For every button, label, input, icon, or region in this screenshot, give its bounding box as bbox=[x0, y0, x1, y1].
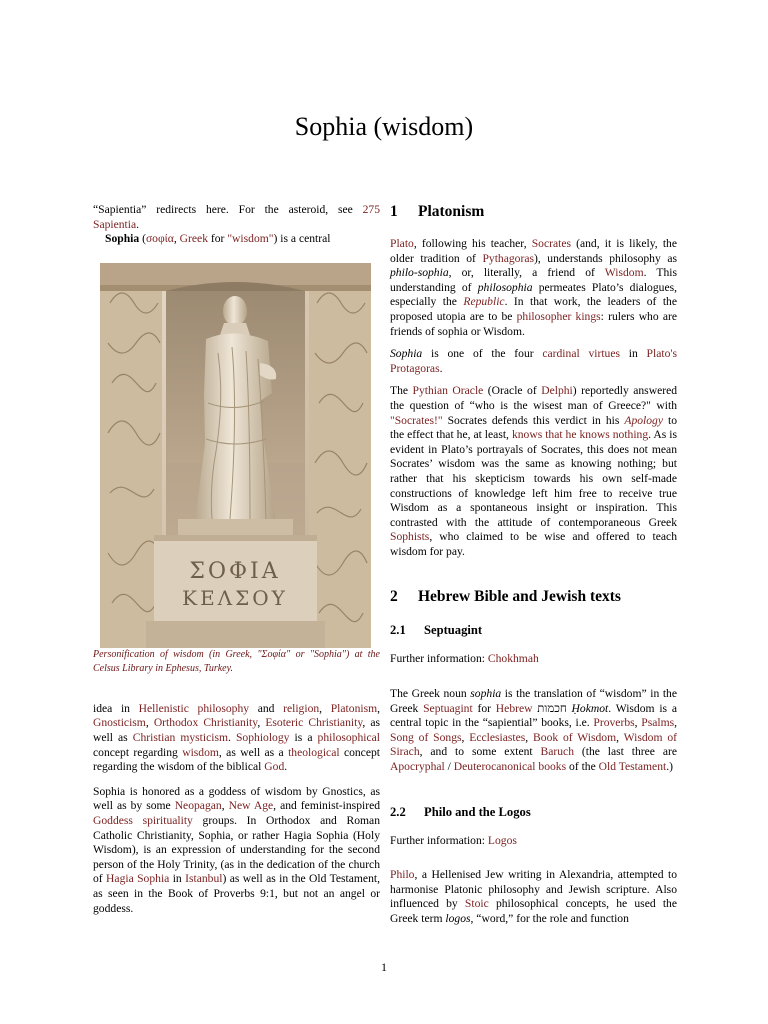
link-christian-mysticism[interactable]: Christian mysticism bbox=[132, 730, 229, 744]
link-neopagan[interactable]: Neopagan bbox=[174, 799, 222, 813]
link-religion[interactable]: religion bbox=[283, 701, 320, 715]
right-column bbox=[390, 203, 677, 927]
intro-paragraph: Sophia (σοφία, Greek for "wisdom") is a central bbox=[105, 232, 331, 246]
link-logos[interactable]: Logos bbox=[487, 833, 517, 847]
link-proverbs[interactable]: Proverbs bbox=[593, 716, 635, 730]
link-new-age[interactable]: New Age bbox=[228, 799, 274, 813]
link-istanbul[interactable]: Istanbul bbox=[185, 872, 223, 886]
section-heading-platonism: 1 Platonism bbox=[390, 203, 485, 220]
link-esoteric-christianity[interactable]: Esoteric Christianity bbox=[265, 716, 363, 730]
link-hebrew[interactable]: Hebrew bbox=[495, 701, 533, 715]
page-title: Sophia (wisdom) bbox=[294, 112, 474, 141]
link-protagoras[interactable]: Plato's Protagoras bbox=[390, 347, 677, 375]
intro-bold-term: Sophia bbox=[105, 232, 140, 246]
link-delphi[interactable]: Delphi bbox=[541, 384, 573, 398]
link-song-of-songs[interactable]: Song of Songs bbox=[390, 730, 462, 744]
link-hellenistic-philosophy[interactable]: Hellenistic philosophy bbox=[138, 701, 250, 715]
further-info-chokhmah: Further information: Chokhmah bbox=[390, 652, 539, 666]
link-psalms[interactable]: Psalms bbox=[641, 716, 675, 730]
goddess-paragraph: Sophia is honored as a goddess of wisdom by Gnostics, as well as by some Neopagan, New Age, and feminist-inspired Goddess spirituality groups. In Orthodox and Roman Catholic Christianity, Sophia, or rather Hagia Sophia (Holy Wisdom), is an expression of understanding for the second person of the Holy Trinity, (as in the dedication of the church of Hagia Sophia in Istanbul) as well as in the Old Testament, as seen in the Book of Proverbs 9:1, but not an angel or goddess. bbox=[93, 784, 381, 915]
link-god[interactable]: God bbox=[264, 760, 285, 774]
link-orthodox-christianity[interactable]: Orthodox Christianity bbox=[153, 716, 258, 730]
link-philosopher-kings[interactable]: philosopher kings bbox=[516, 309, 601, 323]
intro-continuation: idea in Hellenistic philosophy and religion, Platonism, Gnosticism, Orthodox Christianity, Esoteric Christianity, as well as Christian mysticism. Sophiology is a philosophical concept regarding wisdom, as well as a theological concept regarding the wisdom of the biblical God. bbox=[93, 701, 381, 774]
septuagint-paragraph: The Greek noun sophia is the translation of “wisdom” in the Greek Septuagint for Hebrew חכמות Ḥokmot. Wisdom is a central topic in the “sapiential” books, i.e. Proverbs, Psalms, Song of Songs, Ecclesiastes, Book of Wisdom, Wisdom of Sirach, and to some extent Baruch (the last three are Apocryphal / Deuterocanonical books of the Old Testament.) bbox=[390, 687, 678, 774]
link-ecclesiastes[interactable]: Ecclesiastes bbox=[469, 730, 526, 744]
link-theological[interactable]: theological bbox=[288, 745, 340, 759]
left-column bbox=[93, 203, 380, 916]
subsection-heading-septuagint: 2.1 Septuagint bbox=[390, 623, 483, 638]
link-pythagoras[interactable]: Pythagoras bbox=[482, 251, 534, 265]
link-goddess-spirituality[interactable]: Goddess spirituality bbox=[93, 813, 193, 827]
link-philo[interactable]: Philo bbox=[390, 868, 415, 882]
link-pythian-oracle[interactable]: Pythian Oracle bbox=[412, 384, 484, 398]
statue-figure bbox=[100, 263, 371, 648]
link-wisdom-of-sirach[interactable]: Wisdom of Sirach bbox=[390, 730, 677, 759]
link-wisdom-concept[interactable]: wisdom bbox=[182, 745, 219, 759]
link-hagia-sophia[interactable]: Hagia Sophia bbox=[106, 872, 170, 886]
link-cardinal-virtues[interactable]: cardinal virtues bbox=[542, 347, 621, 361]
link-greek-language[interactable]: Greek bbox=[179, 232, 208, 246]
link-plato[interactable]: Plato bbox=[390, 237, 414, 250]
link-septuagint[interactable]: Septuagint bbox=[423, 701, 473, 715]
link-wisdom[interactable]: "wisdom" bbox=[227, 232, 274, 246]
platonism-paragraph-3: The Pythian Oracle (Oracle of Delphi) reportedly answered the question of “who is the wisest man of Greece?" with "Socrates!" Socrates defends this verdict in his Apology to the effect that he, at least, knows that he knows nothing. As is evident in Plato’s portrayals of Socrates, this does not mean Socrates’ wisdom was the same as knowing nothing; but rather that his skepticism towards his own self-made constructions of knowledge left him free to receive true Wisdom as a spontaneous insight or inspiration. This contrasted with the attitude of contemporaneous Greek Sophists, who claimed to be wise and offered to teach wisdom for pay. bbox=[390, 384, 678, 558]
inscription-line-2: ΚΕΛΣΟΥ bbox=[182, 585, 288, 610]
link-platonism[interactable]: Platonism bbox=[330, 701, 378, 715]
link-apology[interactable]: Apology bbox=[624, 413, 663, 427]
link-chokhmah[interactable]: Chokhmah bbox=[487, 652, 539, 666]
link-sophiology[interactable]: Sophiology bbox=[235, 730, 290, 744]
link-republic[interactable]: Republic bbox=[463, 295, 505, 309]
redirect-note: “Sapientia” redirects here. For the asteroid, see 275 Sapientia. bbox=[93, 203, 380, 231]
link-wisdom-capital[interactable]: Wisdom bbox=[604, 266, 644, 280]
link-sophists[interactable]: Sophists bbox=[390, 530, 430, 544]
link-baruch[interactable]: Baruch bbox=[540, 745, 574, 759]
link-philosophical[interactable]: philosophical bbox=[317, 730, 381, 744]
sophia-statue-image bbox=[100, 263, 371, 648]
page-number: 1 bbox=[381, 960, 387, 974]
link-275-sapientia[interactable]: 275 Sapientia bbox=[93, 203, 380, 231]
platonism-paragraph-2: Sophia is one of the four cardinal virtues in Plato's Protagoras. bbox=[390, 347, 677, 375]
link-old-testament[interactable]: Old Testament bbox=[598, 760, 667, 774]
link-stoic[interactable]: Stoic bbox=[464, 897, 489, 911]
link-deuterocanonical-books[interactable]: Deuterocanonical books bbox=[453, 760, 567, 774]
link-socrates-quote[interactable]: "Socrates!" bbox=[390, 413, 443, 427]
section-heading-hebrew-bible: 2 Hebrew Bible and Jewish texts bbox=[390, 588, 621, 606]
link-apocryphal[interactable]: Apocryphal bbox=[390, 760, 445, 774]
inscription-line-1: ΣΟΦΙΑ bbox=[189, 558, 281, 584]
further-info-logos: Further information: Logos bbox=[390, 833, 517, 847]
philo-paragraph: Philo, a Hellenised Jew writing in Alexandria, attempted to harmonise Platonic philosophy and Jewish scripture. Also influenced by Stoic philosophical concepts, he used the Greek term logos, “word,” for the role and function bbox=[390, 868, 677, 925]
link-greek-word[interactable]: σοφία bbox=[145, 232, 174, 246]
link-socrates[interactable]: Socrates bbox=[531, 237, 572, 250]
platonism-paragraph-1: Plato, following his teacher, Socrates (and, it is likely, the older tradition of Pythagoras), understands philosophy as philo-sophia, or, literally, a friend of Wisdom. This understanding of philosophia permeates Plato’s dialogues, especially the Republic. In that work, the leaders of the proposed utopia are to be philosopher kings: rulers who are friends of sophia or Wisdom. bbox=[390, 237, 678, 338]
link-knows-nothing[interactable]: knows that he knows nothing bbox=[511, 428, 649, 442]
link-book-of-wisdom[interactable]: Book of Wisdom bbox=[533, 730, 617, 744]
subsection-heading-philo: 2.2 Philo and the Logos bbox=[390, 804, 531, 819]
link-gnosticism[interactable]: Gnosticism bbox=[93, 716, 146, 730]
figure-caption: Personification of wisdom (in Greek, "Σοφία" or "Sophia") at the Celsus Library in Ephesus, Turkey. bbox=[93, 648, 380, 674]
